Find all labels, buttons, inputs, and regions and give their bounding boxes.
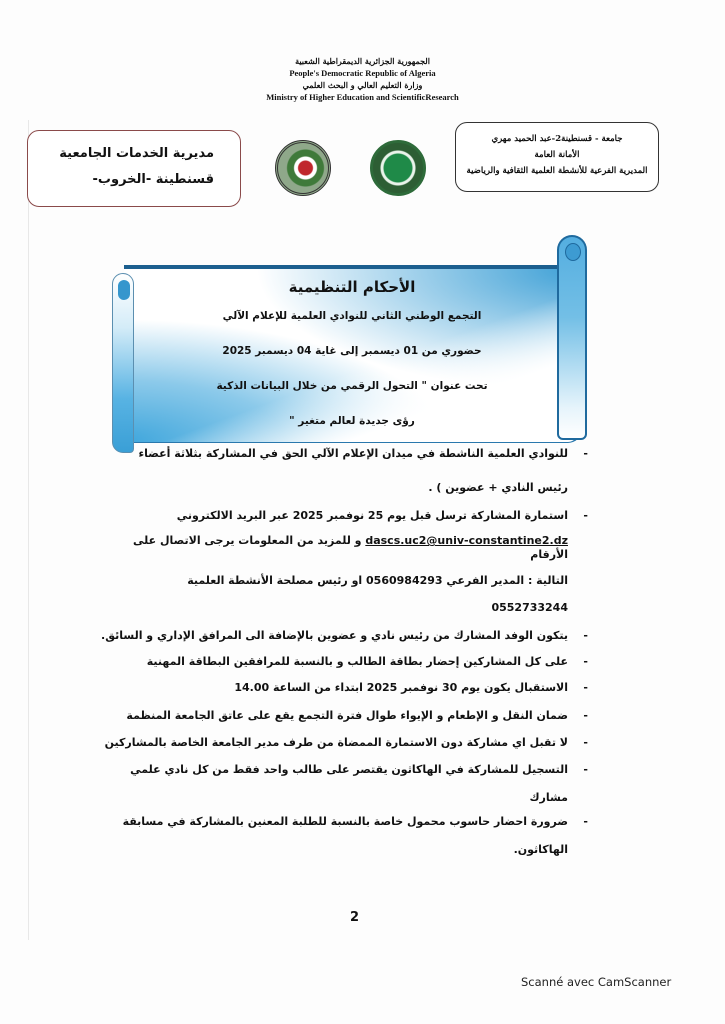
list-item: - التسجيل للمشاركة في الهاكاثون يقتصر على طالب واحد فقط من كل نادي علمي مشارك (130, 763, 588, 804)
university-logo-icon (370, 140, 426, 196)
directorate-name: مديرية الخدمات الجامعية (59, 146, 214, 161)
contact-phones: التالية : المدير الفرعي 0560984293 او رئيس مصلحة الأنشطة العلمية (187, 574, 568, 587)
list-item: - لا تقبل اي مشاركة دون الاستمارة الممضاة من طرف مدير الجامعة الخاصة بالمشاركين (104, 736, 588, 749)
banner-dates: حضوري من 01 ديسمبر إلى غاية 04 ديسمبر 2025 (222, 345, 482, 357)
sub-directorate: المديرية الفرعية للأنشطة العلمية الثقافية والرياضية (466, 166, 648, 176)
contact-email-link[interactable]: dascs.uc2@univ-constantine2.dz (365, 534, 568, 547)
ministry-name-ar: وزارة التعليم العالي و البحث العلمي (302, 80, 423, 90)
list-item: - للنوادي العلمية الناشطة في ميدان الإعلام الآلي الحق في المشاركة بثلاثة أعضاء رئيس النادي + عضوين ) . (138, 447, 588, 494)
regulations-list (100, 447, 590, 857)
ministry-name-en: Ministry of Higher Education and ScientificResearch (266, 92, 459, 102)
country-name-en: People's Democratic Republic of Algeria (289, 68, 436, 78)
banner-title: الأحكام التنظيمية (288, 278, 416, 296)
banner-theme-line1: تحت عنوان " التحول الرقمي من خلال البيانات الذكية (216, 380, 488, 392)
letterhead (240, 55, 485, 103)
directorate-city: قسنطينة -الخروب- (92, 172, 214, 187)
country-name-ar: الجمهورية الجزائرية الديمقراطية الشعبية (295, 56, 430, 66)
list-item: - ضرورة احضار حاسوب محمول خاصة بالنسبة للطلبة المعنين بالمشاركة في مسابقة الهاكاثون. (122, 815, 588, 856)
general-secretariat: الأمانة العامة (534, 150, 580, 160)
list-item: - يتكون الوفد المشارك من رئيس نادي و عضوين بالإضافة الى المرافق الإداري و السائق. (101, 629, 588, 642)
banner-theme-line2: رؤى جديدة لعالم متغير " (289, 415, 415, 427)
list-item: - على كل المشاركين إحضار بطاقة الطالب و بالنسبة للمرافقين البطاقة المهنية (146, 655, 588, 668)
banner-text (152, 273, 552, 449)
scan-edge-line (28, 120, 29, 940)
university-box (455, 122, 659, 192)
contact-phone-2: 0552733244 (491, 601, 568, 614)
page-number: 2 (350, 910, 360, 925)
scanner-watermark: Scanné avec CamScanner (521, 975, 672, 989)
list-item: - استمارة المشاركة ترسل قبل يوم 25 نوفمبر 2025 عبر البريد الالكتروني dascs.uc2@univ-constantine2.dz و للمزيد من المعلومات يرجى الاتصال على الأرقام التالية : المدير الفرعي 0560984293 او رئيس مصلحة الأنشطة العلمية 0552733244 (100, 509, 590, 615)
banner-event-name: التجمع الوطني الثاني للنوادي العلمية للإعلام الآلي (222, 310, 482, 322)
list-item: - الاستقبال يكون يوم 30 نوفمبر 2025 ابتداء من الساعة 14.00 (234, 681, 588, 694)
directorate-box (27, 130, 241, 207)
scroll-roll-right-icon (557, 235, 587, 440)
ministry-logo-icon (275, 140, 331, 196)
university-name: جامعة - قسنطينة2-عبد الحميد مهري (491, 134, 623, 144)
title-banner (112, 235, 587, 460)
scroll-roll-left-icon (112, 273, 134, 453)
list-item: - ضمان النقل و الإطعام و الإيواء طوال فترة التجمع يقع على عاتق الجامعة المنظمة (126, 709, 588, 722)
